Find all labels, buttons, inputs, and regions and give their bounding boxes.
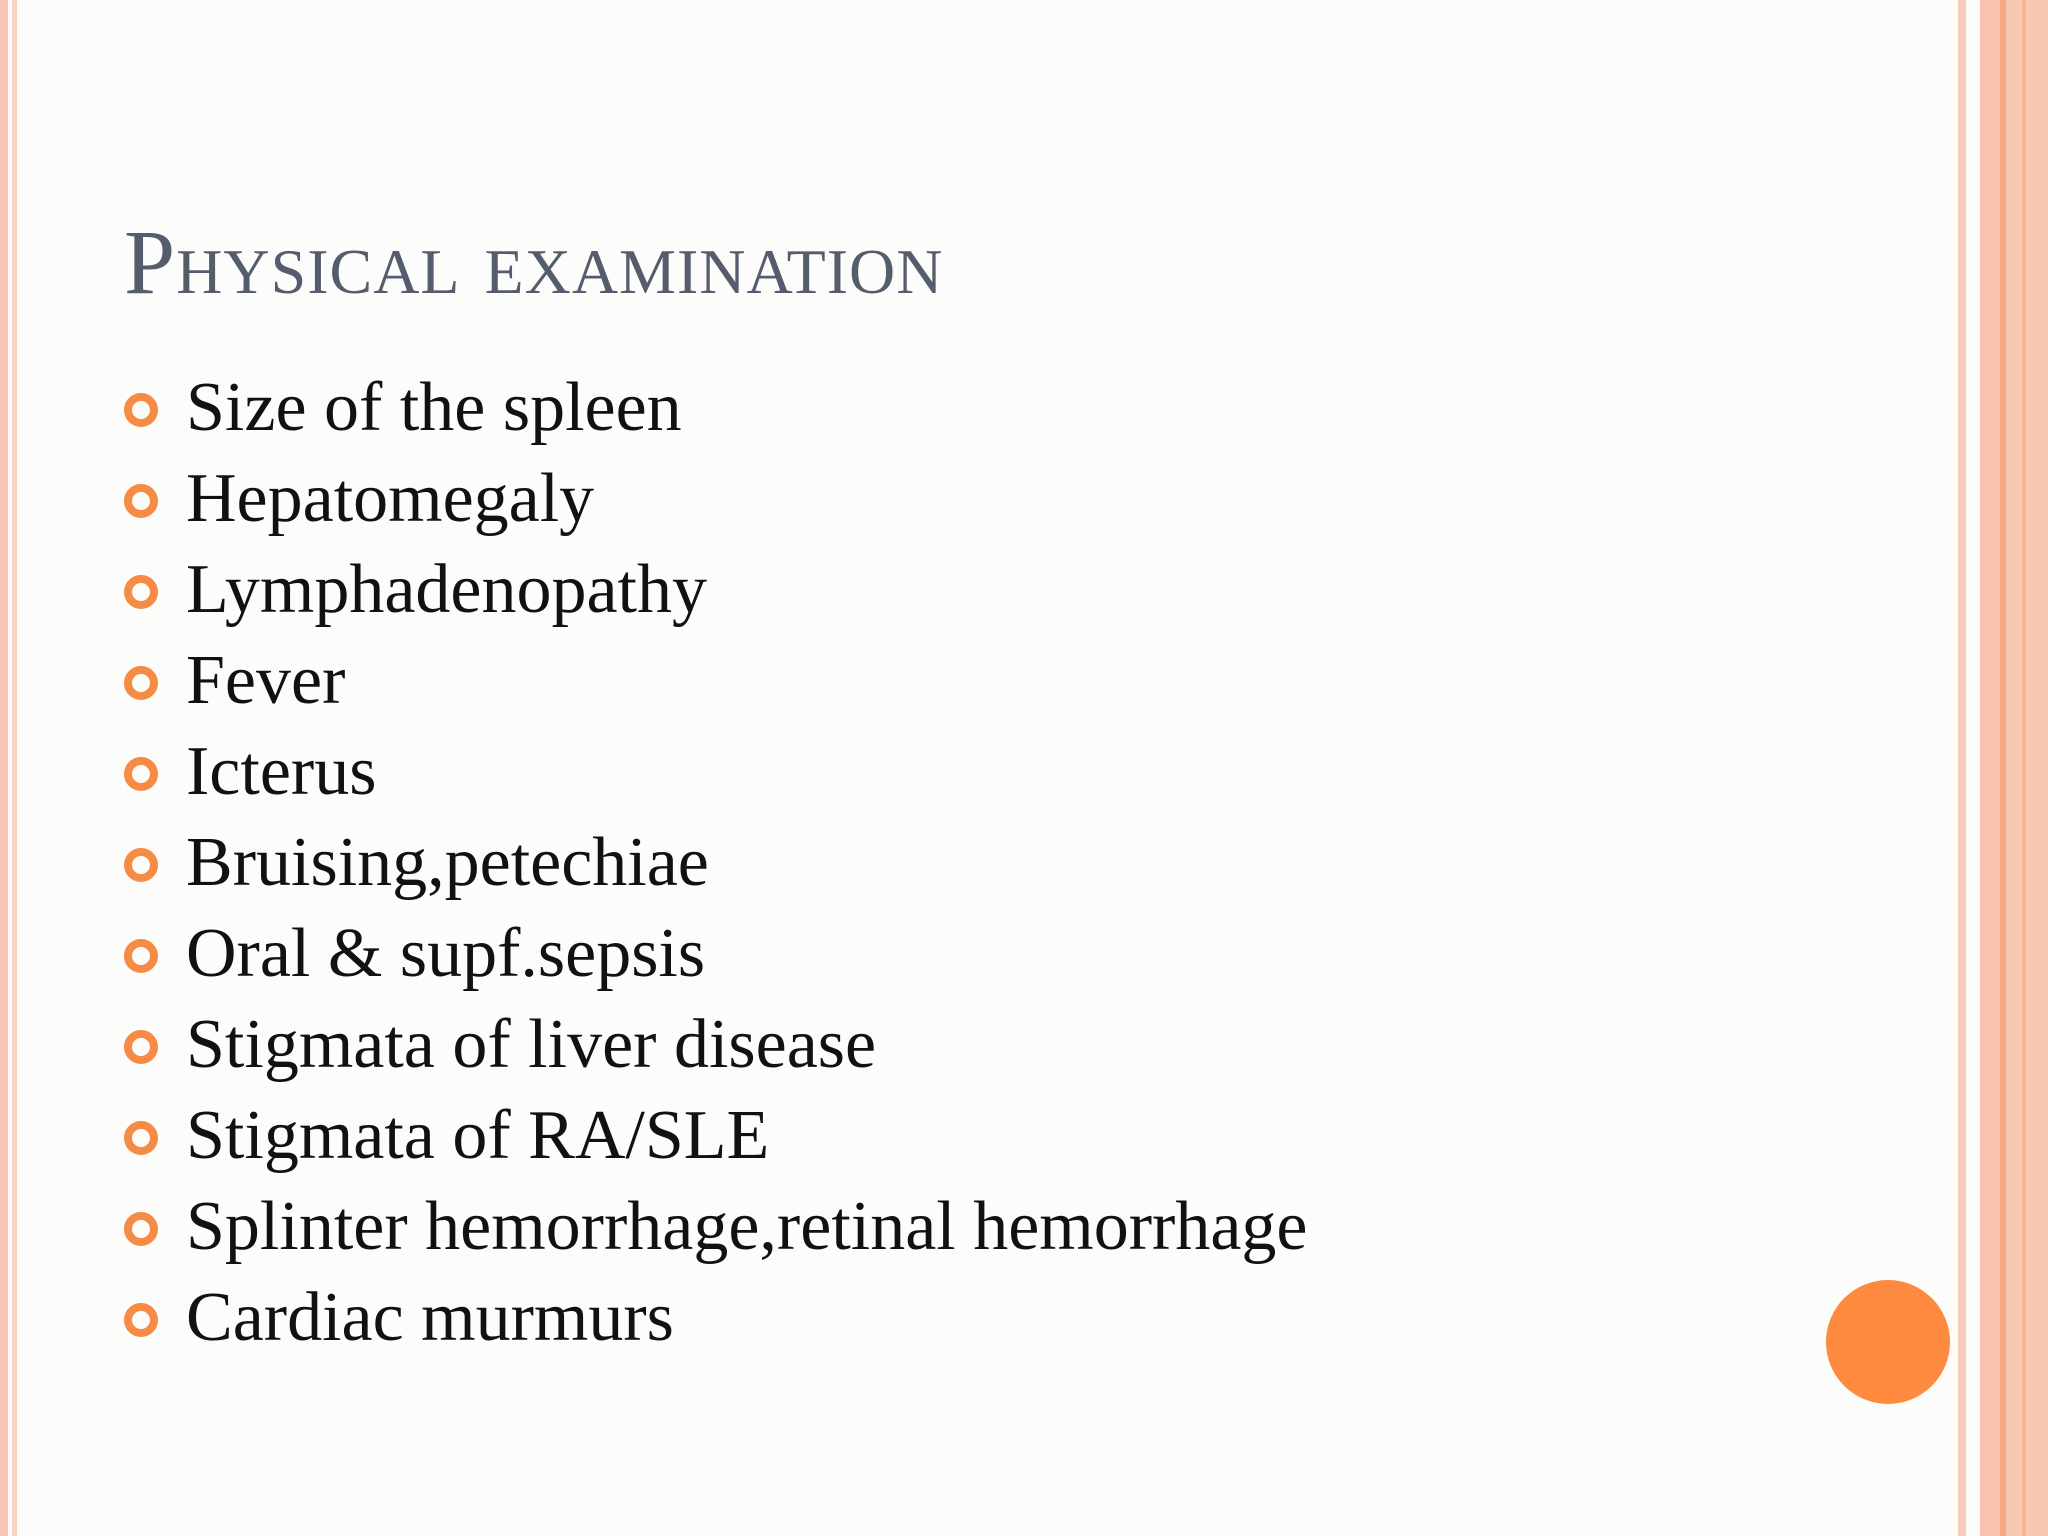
ring-bullet-icon	[124, 848, 158, 882]
bullet-item	[124, 726, 1308, 817]
bullet-item	[124, 908, 1308, 999]
slide-title: Physical examination	[124, 211, 944, 313]
bullet-text: Size of the spleen	[186, 368, 682, 446]
bullet-list	[124, 362, 1308, 1363]
left-border-stripe	[0, 0, 8, 1536]
bullet-item	[124, 1181, 1308, 1272]
ring-bullet-icon	[124, 575, 158, 609]
bullet-item	[124, 362, 1308, 453]
bullet-text: Splinter hemorrhage,retinal hemorrhage	[186, 1187, 1308, 1265]
right-border-stripe-thin	[1958, 0, 1966, 1536]
right-border-stripe-band	[1980, 0, 2000, 1536]
bullet-text: Lymphadenopathy	[186, 550, 708, 628]
bullet-text: Oral & supf.sepsis	[186, 914, 706, 992]
bullet-text: Stigmata of RA/SLE	[186, 1096, 770, 1174]
bullet-text: Stigmata of liver disease	[186, 1005, 877, 1083]
ring-bullet-icon	[124, 757, 158, 791]
left-border-stripe-inner	[12, 0, 17, 1536]
ring-bullet-icon	[124, 393, 158, 427]
bullet-text: Bruising,petechiae	[186, 823, 709, 901]
bullet-text: Hepatomegaly	[186, 459, 595, 537]
bullet-item	[124, 453, 1308, 544]
bullet-item	[124, 1272, 1308, 1363]
ring-bullet-icon	[124, 939, 158, 973]
bullet-text: Cardiac murmurs	[186, 1278, 674, 1356]
ring-bullet-icon	[124, 666, 158, 700]
orange-circle-icon	[1826, 1280, 1950, 1404]
bullet-item	[124, 544, 1308, 635]
ring-bullet-icon	[124, 1303, 158, 1337]
right-border-stripe-line	[2022, 0, 2026, 1536]
ring-bullet-icon	[124, 484, 158, 518]
bullet-text: Fever	[186, 641, 346, 719]
bullet-item	[124, 1090, 1308, 1181]
bullet-item	[124, 635, 1308, 726]
ring-bullet-icon	[124, 1121, 158, 1155]
ring-bullet-icon	[124, 1030, 158, 1064]
bullet-item	[124, 817, 1308, 908]
bullet-item	[124, 999, 1308, 1090]
ring-bullet-icon	[124, 1212, 158, 1246]
bullet-text: Icterus	[186, 732, 377, 810]
right-border-stripe-wide	[2006, 0, 2048, 1536]
